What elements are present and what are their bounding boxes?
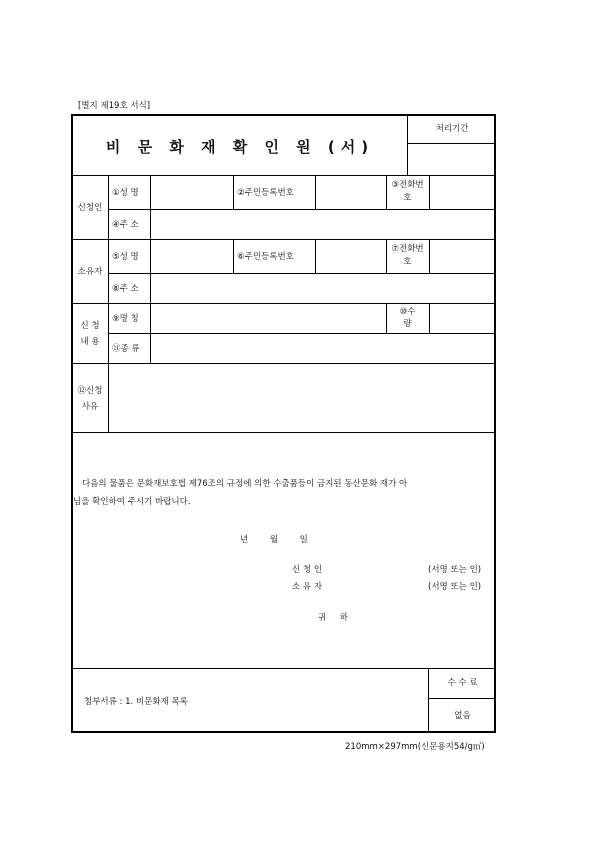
item-name-field[interactable] [152, 305, 385, 332]
applicant-section-label: 신청인 [77, 203, 103, 213]
fee-value: 없음 [454, 711, 471, 721]
item-type-label: ⑪종 류 [112, 344, 140, 354]
fee-label: 수 수 료 [447, 678, 478, 688]
owner-phone-field[interactable] [431, 241, 495, 272]
item-name-label: ⑨명 칭 [112, 314, 139, 324]
applicant-phone-label: ③전화번 호 [391, 180, 424, 204]
statement-line-2: 님을 확인하여 주시기 바랍니다. [73, 497, 191, 507]
form-title: 비 문 화 재 확 인 원 (서) [105, 138, 375, 156]
item-type-field[interactable] [152, 335, 495, 362]
applicant-sign-hint: (서명 또는 인) [428, 565, 482, 575]
owner-section-label: 소유자 [77, 267, 103, 277]
owner-address-label: ⑧주 소 [112, 284, 139, 294]
addressee: 귀 하 [318, 613, 348, 623]
attachments-label: 첨부서류 : 1. 비문화재 목록 [84, 697, 188, 707]
applicant-rrn-field[interactable] [317, 177, 385, 208]
owner-phone-label: ⑦전화번 호 [391, 244, 424, 268]
quantity-label: ⑩수 량 [399, 307, 416, 330]
quantity-field[interactable] [431, 305, 495, 332]
form-number-label: [별지 제19호 서식] [78, 101, 151, 111]
date-line: 년 월 일 [240, 535, 308, 545]
owner-address-field[interactable] [152, 275, 495, 302]
applicant-rrn-label: ②주민등록번호 [237, 188, 294, 198]
applicant-name-field[interactable] [152, 177, 232, 208]
owner-rrn-label: ⑥주민등록번호 [237, 252, 294, 262]
applicant-name-label: ①성 명 [112, 188, 139, 198]
applicant-address-label: ④주 소 [112, 220, 139, 230]
statement-line-1: 다음의 물품은 문화재보호법 제76조의 규정에 의한 수출품등이 금지된 동산문화 재가 아 [82, 479, 408, 489]
request-section-label: 신 청 내 용 [80, 321, 100, 348]
owner-sign-hint: (서명 또는 인) [428, 582, 482, 592]
reason-label: ⑫신청 사유 [77, 386, 103, 413]
owner-sign-label: 소 유 자 [292, 582, 323, 592]
owner-name-label: ⑤성 명 [112, 252, 139, 262]
owner-rrn-field[interactable] [317, 241, 385, 272]
processing-period-field[interactable] [409, 145, 495, 174]
paper-size-note: 210mm×297mm(신문용지54/g㎡) [345, 742, 485, 752]
processing-period-label: 처리기간 [435, 124, 469, 134]
reason-field[interactable] [110, 365, 495, 431]
applicant-phone-field[interactable] [431, 177, 495, 208]
owner-name-field[interactable] [152, 241, 232, 272]
applicant-sign-label: 신 청 인 [292, 565, 323, 575]
applicant-address-field[interactable] [152, 211, 495, 238]
